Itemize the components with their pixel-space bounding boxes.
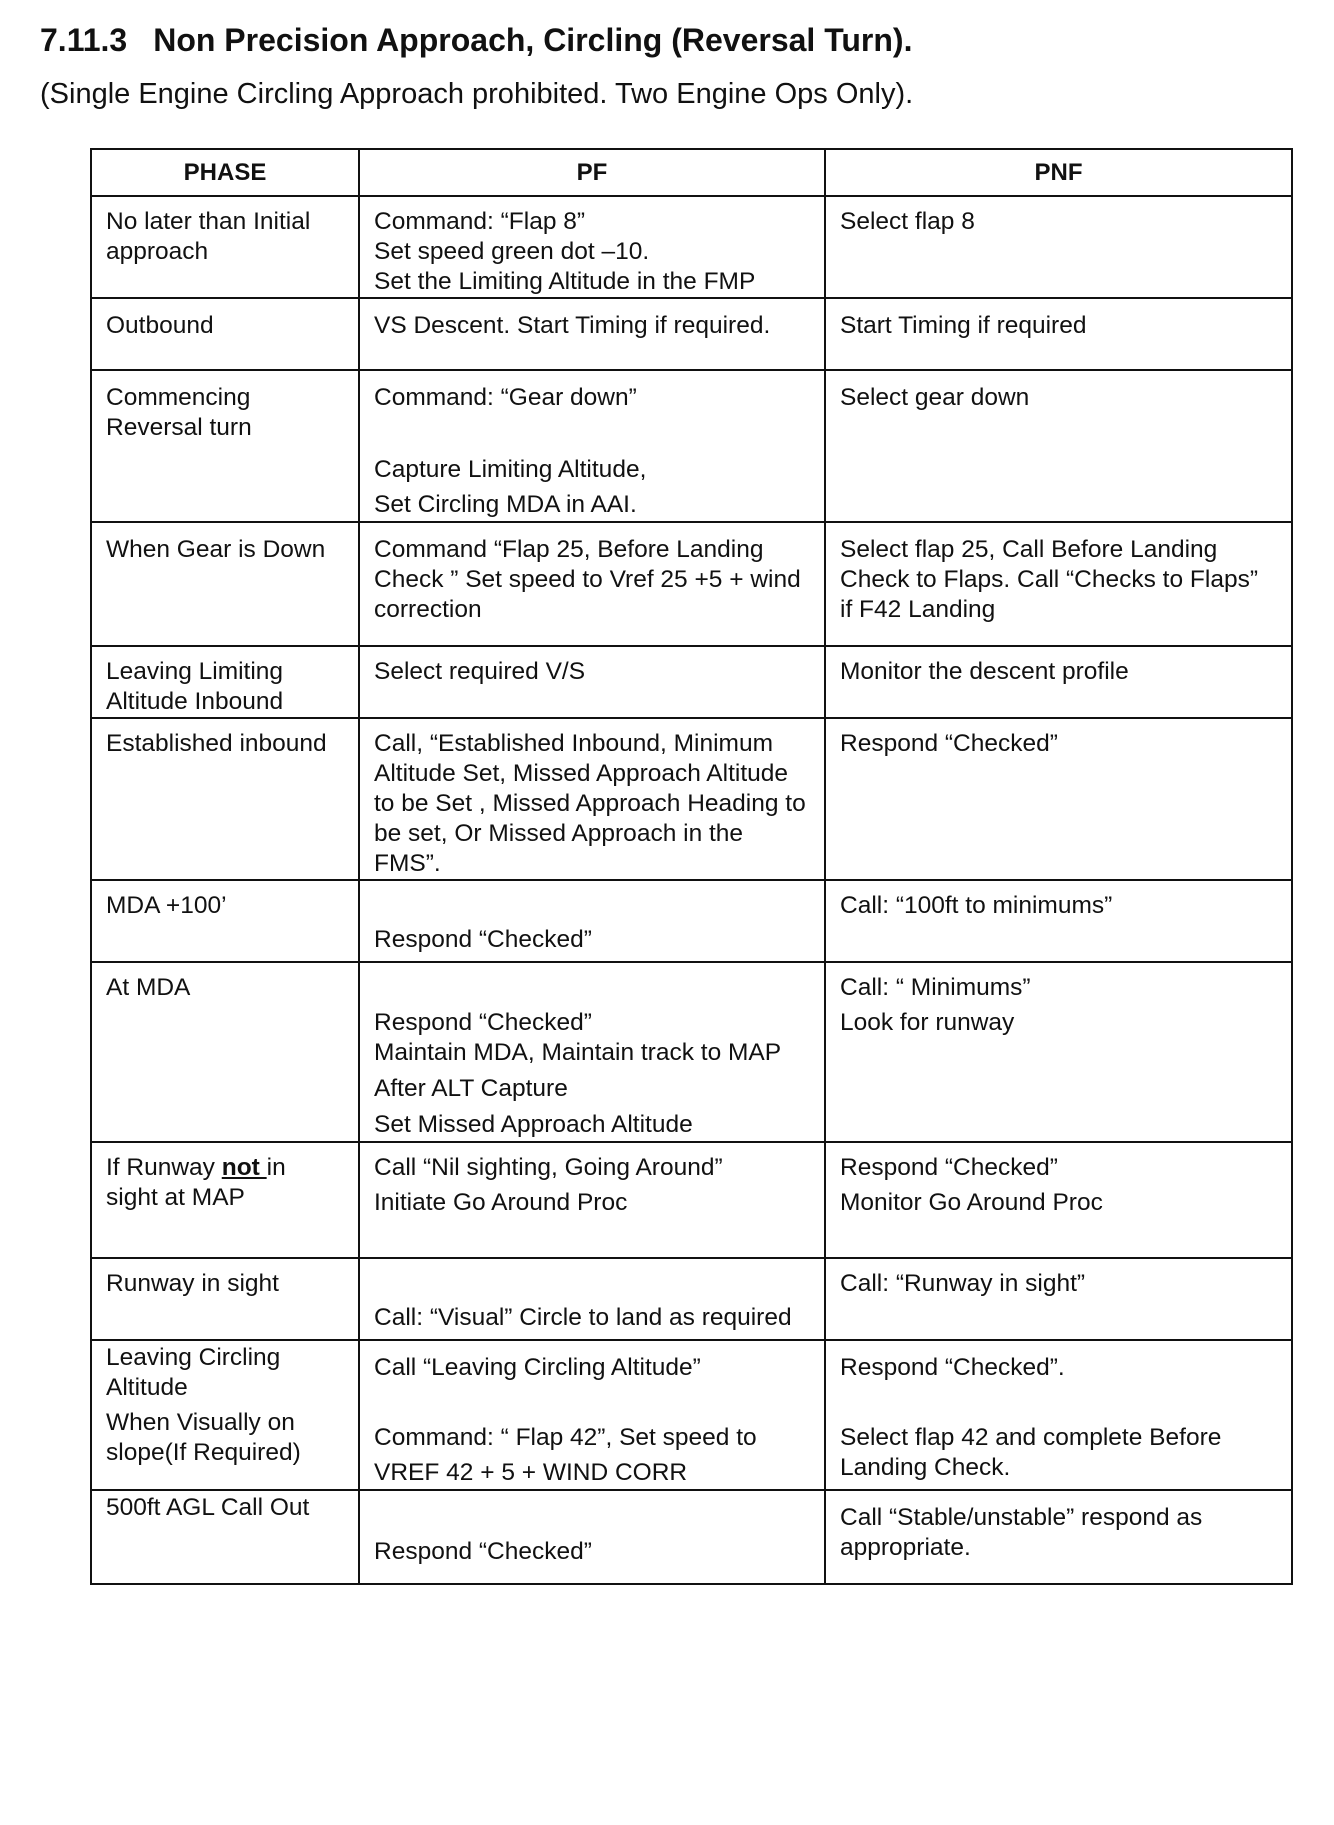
section-subtitle: (Single Engine Circling Approach prohibited. Two Engine Ops Only). [40, 78, 914, 110]
phase-cell: Leaving Circling Altitude When Visually on slope(If Required) [91, 1340, 359, 1490]
table-row [91, 1490, 1292, 1584]
header-pnf: PNF [825, 149, 1292, 196]
pnf-cell: Call: “100ft to minimums” [825, 880, 1292, 962]
table-row [91, 646, 1292, 718]
phase-cell: Commencing Reversal turn [91, 370, 359, 522]
phase-cell: MDA +100’ [91, 880, 359, 962]
table-header-row [91, 149, 1292, 196]
pnf-cell: Monitor the descent profile [825, 646, 1292, 718]
pf-cell: Respond “Checked” [359, 1490, 825, 1584]
phase-cell: 500ft AGL Call Out [91, 1490, 359, 1584]
table-row [91, 298, 1292, 370]
pnf-cell: Call: “Runway in sight” [825, 1258, 1292, 1340]
pnf-cell: Respond “Checked” Monitor Go Around Proc [825, 1142, 1292, 1258]
pf-cell: VS Descent. Start Timing if required. [359, 298, 825, 370]
table-row [91, 522, 1292, 646]
table-row [91, 1258, 1292, 1340]
table-row [91, 196, 1292, 298]
header-pf: PF [359, 149, 825, 196]
phase-cell: No later than Initial approach [91, 196, 359, 298]
header-phase: PHASE [91, 149, 359, 196]
pnf-cell: Select gear down [825, 370, 1292, 522]
pf-cell: Call: “Visual” Circle to land as required [359, 1258, 825, 1340]
table-row [91, 880, 1292, 962]
pf-cell: Respond “Checked” Maintain MDA, Maintain track to MAP After ALT Capture Set Missed Approach Altitude [359, 962, 825, 1142]
table-row [91, 1142, 1292, 1258]
phase-cell: Established inbound [91, 718, 359, 880]
pf-cell: Command: “Flap 8” Set speed green dot –10. Set the Limiting Altitude in the FMP [359, 196, 825, 298]
pnf-cell: Call “Stable/unstable” respond as appropriate. [825, 1490, 1292, 1584]
table-row [91, 718, 1292, 880]
pnf-cell: Call: “ Minimums” Look for runway [825, 962, 1292, 1142]
pf-cell: Respond “Checked” [359, 880, 825, 962]
pnf-cell: Respond “Checked” [825, 718, 1292, 880]
pf-cell: Command: “Gear down” Capture Limiting Altitude, Set Circling MDA in AAI. [359, 370, 825, 522]
pnf-cell: Respond “Checked”. Select flap 42 and complete Before Landing Check. [825, 1340, 1292, 1490]
phase-cell: Outbound [91, 298, 359, 370]
table-row [91, 962, 1292, 1142]
phase-cell: If Runway not in sight at MAP [91, 1142, 359, 1258]
phase-cell: When Gear is Down [91, 522, 359, 646]
pf-cell: Command “Flap 25, Before Landing Check ” Set speed to Vref 25 +5 + wind correction [359, 522, 825, 646]
pf-cell: Call “Leaving Circling Altitude” Command: “ Flap 42”, Set speed to VREF 42 + 5 + WIND CORR [359, 1340, 825, 1490]
pf-cell: Call, “Established Inbound, Minimum Altitude Set, Missed Approach Altitude to be Set , Missed Approach Heading to be set, Or Missed Approach in the FMS”. [359, 718, 825, 880]
pnf-cell: Start Timing if required [825, 298, 1292, 370]
phase-cell: At MDA [91, 962, 359, 1142]
section-title [40, 22, 912, 59]
pnf-cell: Select flap 8 [825, 196, 1292, 298]
section-title-text: Non Precision Approach, Circling (Reversal Turn). [153, 22, 913, 58]
phase-cell: Runway in sight [91, 1258, 359, 1340]
section-number: 7.11.3 [40, 22, 128, 58]
procedure-table [90, 148, 1293, 1585]
table-row [91, 370, 1292, 522]
pf-cell: Select required V/S [359, 646, 825, 718]
phase-cell: Leaving Limiting Altitude Inbound [91, 646, 359, 718]
pnf-cell: Select flap 25, Call Before Landing Check to Flaps. Call “Checks to Flaps” if F42 Landing [825, 522, 1292, 646]
table-row [91, 1340, 1292, 1490]
pf-cell: Call “Nil sighting, Going Around” Initiate Go Around Proc [359, 1142, 825, 1258]
